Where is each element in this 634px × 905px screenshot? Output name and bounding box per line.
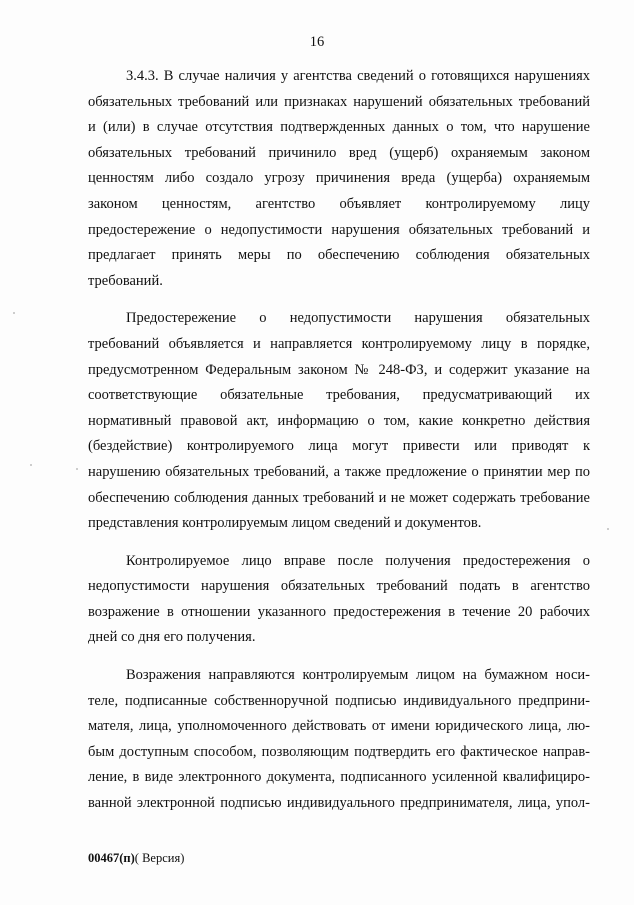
text-line: (бездействие) контролируемого лица могут привести или приводят к — [88, 438, 590, 455]
text-line: обеспечению соблюдения данных требований и не может содержать требование — [88, 489, 590, 506]
text-line: законом ценностям, агентство объявляет контролируемому лицу — [88, 195, 590, 212]
text-line: теле, подписанные собственноручной подписью индивидуального предприни- — [88, 692, 590, 709]
text-line: 3.4.3. В случае наличия у агентства сведений о готовящихся нарушениях — [126, 68, 590, 84]
text-line: мателя, лица, уполномоченного действовать от имени юридического лица, лю- — [88, 718, 590, 735]
paragraph — [88, 663, 590, 817]
text-line: соответствующие обязательные требования, предусматривающий их — [88, 387, 590, 404]
scan-speck — [30, 464, 32, 466]
paragraph — [88, 64, 590, 294]
text-line: нарушению обязательных требований, а также предложение о принятии мер по — [88, 463, 590, 480]
document-code: 00467(п) — [88, 851, 135, 865]
text-line: обязательных требований причинило вред (ущерб) охраняемым законом — [88, 144, 590, 161]
text-line: ление, в виде электронного документа, подписанного усиленной квалифициро- — [88, 769, 590, 786]
scan-speck — [13, 312, 15, 314]
text-line: бым доступным способом, позволяющим подтвердить его фактическое направ- — [88, 743, 590, 760]
text-line: обязательных требований или признаках нарушений обязательных требований — [88, 93, 590, 110]
text-line: представления контролируемым лицом сведений и документов. — [88, 515, 482, 532]
text-line: ценностям либо создало угрозу причинения вреда (ущерба) охраняемым — [88, 170, 590, 187]
text-line: нормативный правовой акт, информацию о том, какие конкретно действия — [88, 412, 590, 429]
page-number: 16 — [309, 34, 325, 50]
text-line: предлагает принять меры по обеспечению соблюдения обязательных — [88, 247, 590, 264]
paragraph — [88, 306, 590, 536]
scan-speck — [76, 468, 78, 470]
text-line: предусмотренном Федеральным законом № 248-ФЗ, и содержит указание на — [88, 361, 590, 378]
text-line: и (или) в случае отсутствия подтвержденных данных о том, что нарушение — [88, 119, 590, 136]
document-version: ( Версия) — [134, 851, 185, 865]
document-body — [88, 64, 590, 829]
scan-speck — [607, 528, 609, 530]
text-line: предостережение о недопустимости нарушения обязательных требований и — [88, 221, 590, 238]
text-line: дней со дня его получения. — [88, 629, 256, 646]
document-footer — [88, 851, 184, 866]
text-line: Контролируемое лицо вправе после получения предостережения о — [126, 552, 590, 569]
text-line: Предостережение о недопустимости нарушения обязательных — [126, 310, 590, 327]
text-line: Возражения направляются контролируемым лицом на бумажном носи- — [126, 667, 590, 684]
paragraph — [88, 549, 590, 651]
text-line: недопустимости нарушения обязательных требований подать в агентство — [88, 578, 590, 595]
text-line: ванной электронной подписью индивидуального предпринимателя, лица, упол- — [88, 795, 590, 812]
text-line: требований. — [88, 272, 163, 289]
text-line: возражение в отношении указанного предостережения в течение 20 рабочих — [88, 603, 590, 620]
text-line: требований объявляется и направляется контролируемому лицу в порядке, — [88, 335, 590, 352]
